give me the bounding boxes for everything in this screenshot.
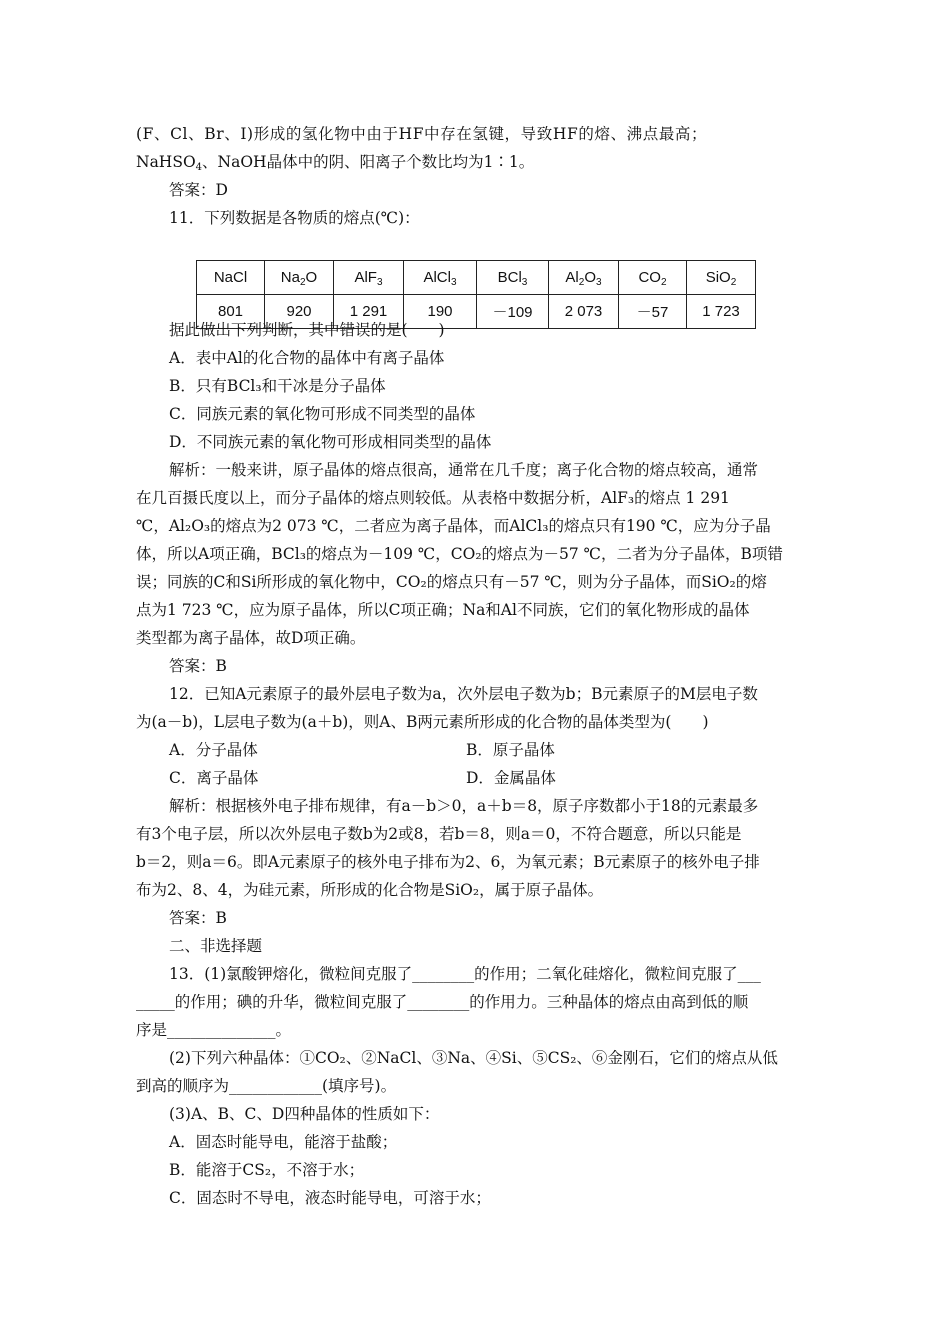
header-al2o3: $Al_2O_3$ bbox=[549, 261, 619, 295]
q13-part3-option-a: A．固态时能导电，能溶于盐酸； bbox=[169, 1133, 398, 1151]
q11-stem: 11．下列数据是各物质的熔点(℃)： bbox=[169, 209, 420, 227]
q11-analysis-line: 体，所以A项正确，BCl₃的熔点为－109 ℃，CO₂的熔点为－57 ℃，二者为分子晶体，B项错 bbox=[136, 545, 783, 563]
header-alcl3: AlCl$_3$ bbox=[404, 261, 477, 295]
q13-part2-line1: (2)下列六种晶体：①CO₂、②NaCl、③Na、④Si、⑤CS₂、⑥金刚石，它们的熔点从低 bbox=[169, 1049, 778, 1067]
header-alf3: AlF$_3$ bbox=[334, 261, 404, 295]
q11-answer: 答案：B bbox=[169, 657, 227, 675]
header-co2: $CO_2$ bbox=[619, 261, 687, 295]
header-bcl3: BCl$_3$ bbox=[477, 261, 549, 295]
table-cell: 190 bbox=[404, 295, 477, 329]
q12-analysis-line: b＝2，则a＝6。即A元素原子的核外电子排布为2、6，为氧元素；B元素原子的核外电子排 bbox=[136, 853, 760, 871]
q10-line1: (F、Cl、Br、I)形成的氢化物中由于HF中存在氢键，导致HF的熔、沸点最高； bbox=[136, 125, 708, 143]
q13-part3-intro: (3)A、B、C、D四种晶体的性质如下： bbox=[169, 1105, 440, 1123]
q10-line2: NaHSO$_4$、NaOH晶体中的阴、阳离子个数比均为1∶1。 bbox=[136, 153, 535, 173]
q12-analysis-line: 解析：根据核外电子排布规律，有a－b＞0，a＋b＝8，原子序数都小于18的元素最多 bbox=[169, 797, 759, 815]
q13-part2-line2: 到高的顺序为____________(填序号)。 bbox=[136, 1077, 397, 1095]
q11-option-a: A．表中Al的化合物的晶体中有离子晶体 bbox=[169, 349, 445, 367]
table-header-row bbox=[197, 261, 756, 295]
table-cell: 1 291 bbox=[334, 295, 404, 329]
q11-analysis-line: 在几百摄氏度以上，而分子晶体的熔点则较低。从表格中数据分析，AlF₃的熔点 1 291 bbox=[136, 489, 730, 507]
q10-answer: 答案：D bbox=[169, 181, 228, 199]
header-na2o: $Na_2O$ bbox=[265, 261, 334, 295]
q12-answer: 答案：B bbox=[169, 909, 227, 927]
table-cell: 920 bbox=[265, 295, 334, 329]
q12-option-a: A．分子晶体 bbox=[169, 741, 258, 759]
q13-part3-option-c: C．固态时不导电，液态时能导电，可溶于水； bbox=[169, 1189, 491, 1207]
q13-part3-option-b: B．能溶于CS₂，不溶于水； bbox=[169, 1161, 365, 1179]
q11-analysis-line: 误；同族的C和Si所形成的氧化物中，CO₂的熔点只有－57 ℃，则为分子晶体，而SiO₂的熔 bbox=[136, 573, 767, 591]
q12-analysis-line: 有3个电子层，所以次外层电子数b为2或8，若b＝8，则a＝0，不符合题意，所以只能是 bbox=[136, 825, 742, 843]
q12-analysis-line: 布为2、8、4，为硅元素，所形成的化合物是SiO₂，属于原子晶体。 bbox=[136, 881, 604, 899]
q12-option-b: B．原子晶体 bbox=[466, 741, 555, 759]
table-cell: －109 bbox=[477, 295, 549, 329]
q11-analysis-line: 类型都为离子晶体，故D项正确。 bbox=[136, 629, 366, 647]
q11-analysis-line: 解析：一般来讲，原子晶体的熔点很高，通常在几千度；离子化合物的熔点较高，通常 bbox=[169, 461, 759, 479]
header-nacl: NaCl bbox=[197, 261, 265, 295]
table-cell: 2 073 bbox=[549, 295, 619, 329]
table-cell: －57 bbox=[619, 295, 687, 329]
section-title: 二、非选择题 bbox=[169, 937, 263, 955]
table-cell: 801 bbox=[197, 295, 265, 329]
q11-option-c: C．同族元素的氧化物可形成不同类型的晶体 bbox=[169, 405, 476, 423]
q13-part1-line2: _____的作用；碘的升华，微粒间克服了________的作用力。三种晶体的熔点由高到低的顺 bbox=[136, 993, 749, 1011]
q11-option-d: D．不同族元素的氧化物可形成相同类型的晶体 bbox=[169, 433, 492, 451]
q12-stem-line2: 为(a－b)，L层电子数为(a＋b)，则A、B两元素所形成的化合物的晶体类型为( ) bbox=[136, 713, 709, 731]
q13-part1-line3: 序是______________。 bbox=[136, 1021, 292, 1039]
table-cell: 1 723 bbox=[687, 295, 756, 329]
q13-part1-line1: 13．(1)氯酸钾熔化，微粒间克服了________的作用；二氧化硅熔化，微粒间克服了___ bbox=[169, 965, 761, 983]
q12-option-d: D．金属晶体 bbox=[466, 769, 556, 787]
q11-prompt: 据此做出下列判断，其中错误的是( ) bbox=[169, 321, 445, 339]
q11-analysis-line: ℃，Al₂O₃的熔点为2 073 ℃，二者应为离子晶体，而AlCl₃的熔点只有190 ℃，应为分子晶 bbox=[136, 517, 771, 535]
q11-option-b: B．只有BCl₃和干冰是分子晶体 bbox=[169, 377, 386, 395]
q12-option-c: C．离子晶体 bbox=[169, 769, 259, 787]
q12-stem-line1: 12．已知A元素原子的最外层电子数为a，次外层电子数为b；B元素原子的M层电子数 bbox=[169, 685, 758, 703]
melting-point-table bbox=[196, 260, 756, 329]
header-sio2: SiO$_2$ bbox=[687, 261, 756, 295]
q11-analysis-line: 点为1 723 ℃，应为原子晶体，所以C项正确；Na和Al不同族，它们的氧化物形成的晶体 bbox=[136, 601, 750, 619]
